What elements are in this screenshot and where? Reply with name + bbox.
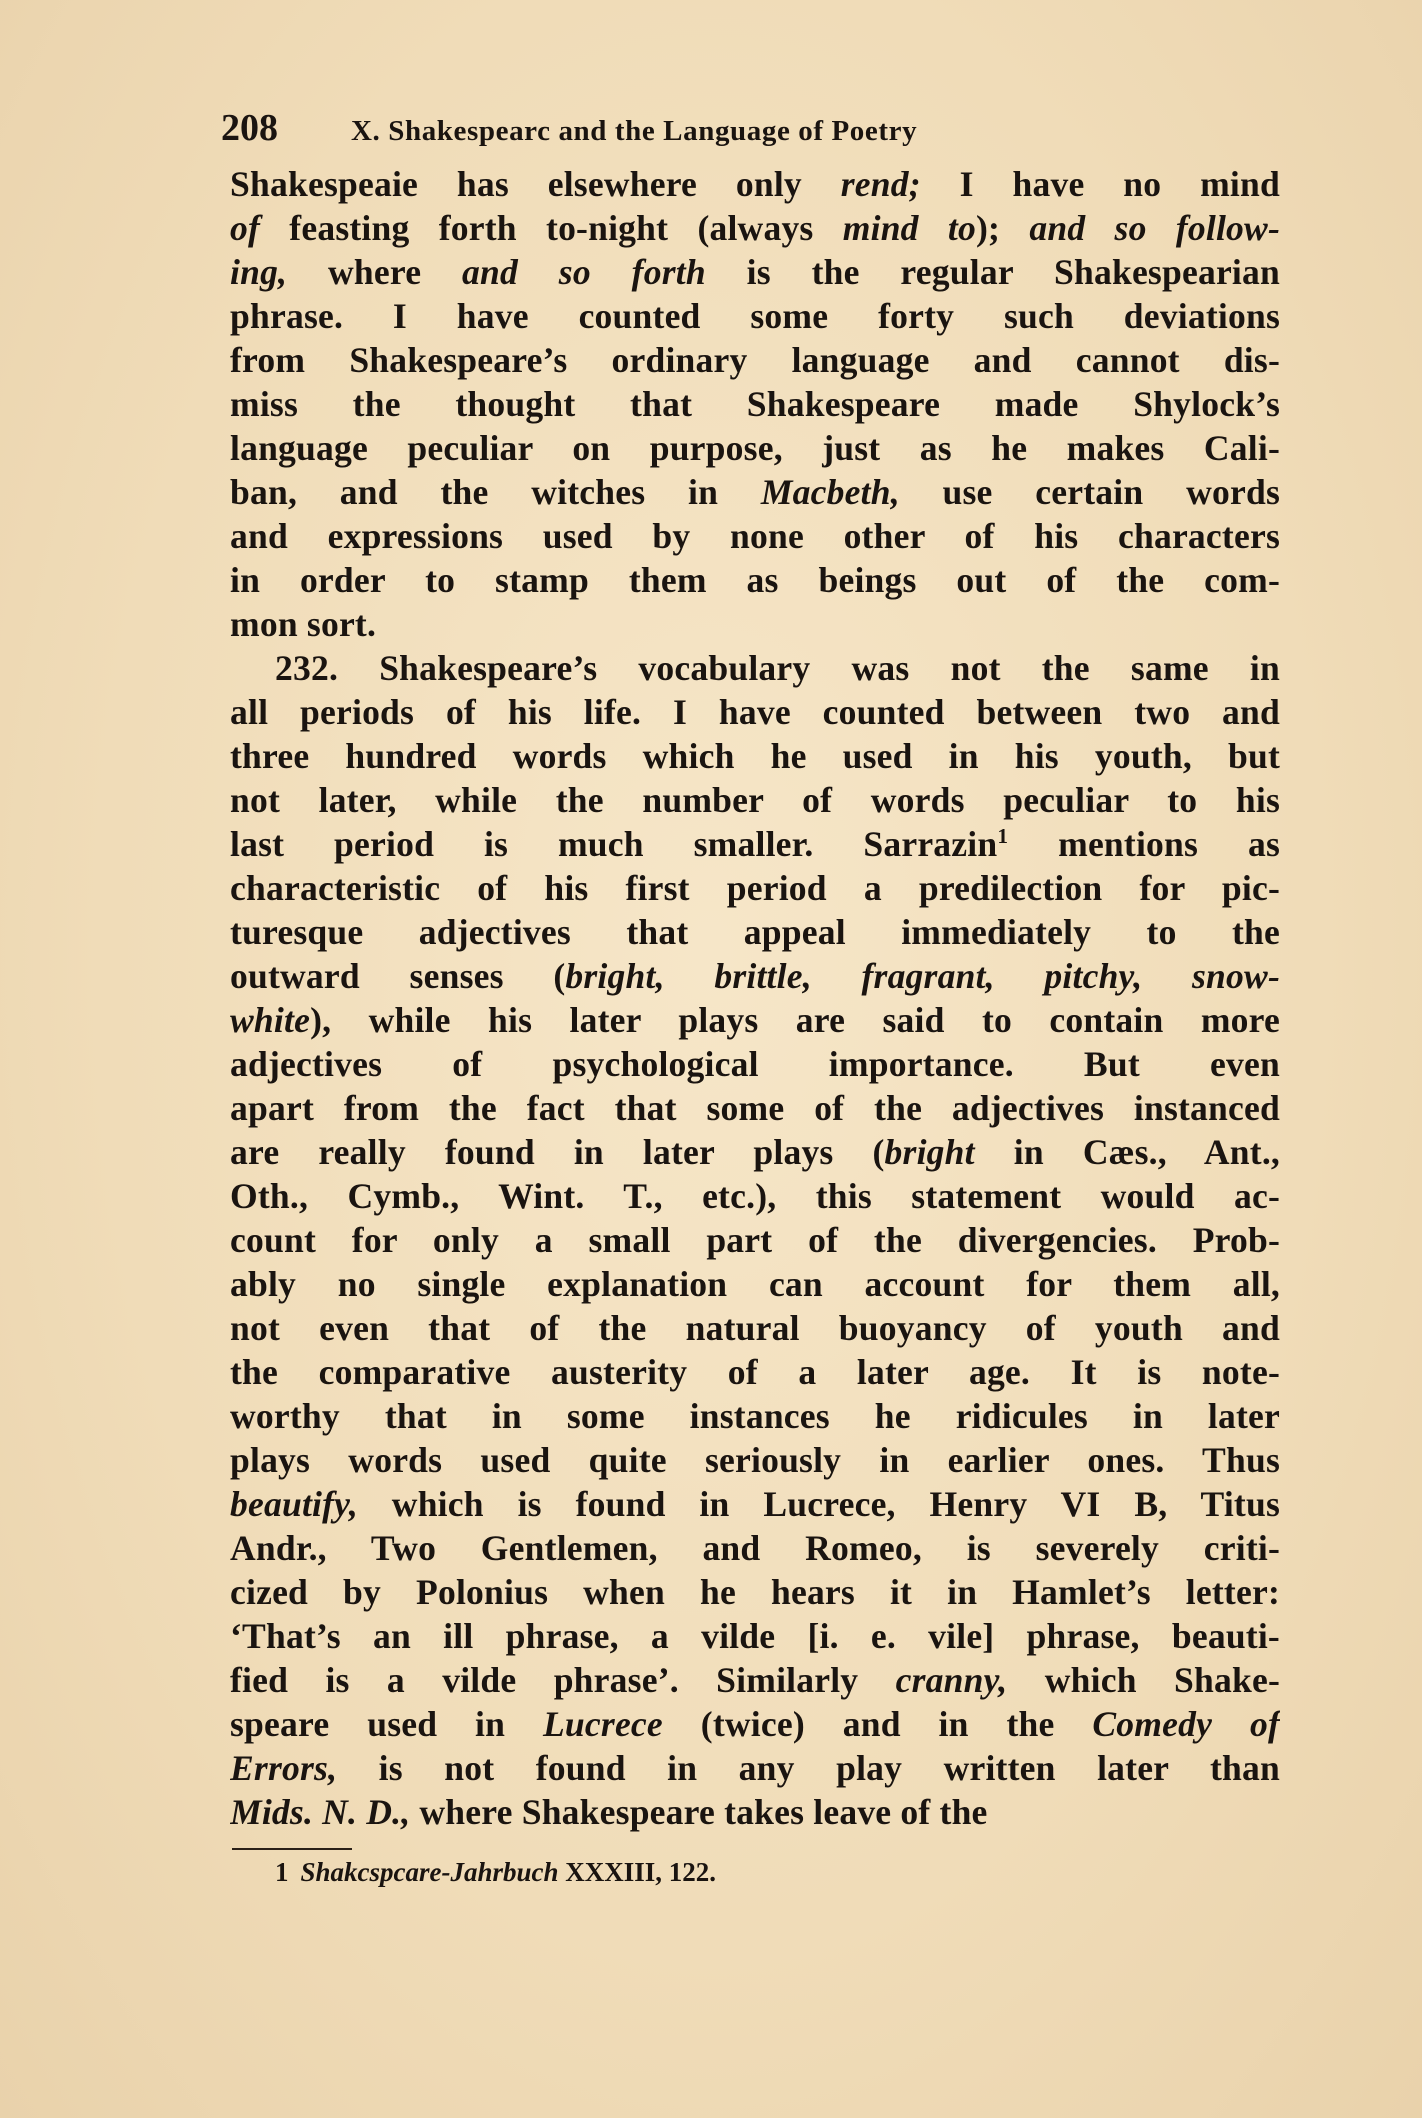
text-line: speare used in Lucrece (twice) and in the Comedy of: [230, 1704, 1280, 1744]
text-line: Shakespeaie has elsewhere only rend; I have no mind: [230, 164, 1280, 204]
text-line: the comparative austerity of a later age. It is note-: [230, 1352, 1280, 1392]
text-line: not even that of the natural buoyancy of youth and: [230, 1308, 1280, 1348]
footnote-source-title: Shakcspcare-Jahrbuch: [300, 1857, 559, 1887]
text-line: fied is a vilde phrase’. Similarly cranny, which Shake-: [230, 1660, 1280, 1700]
text-line: mon sort.: [230, 604, 377, 644]
footnote-reference: XXXIII, 122.: [565, 1857, 717, 1887]
page-header: [221, 106, 1281, 158]
text-line: last period is much smaller. Sarrazin$^1$ mentions as: [230, 824, 1280, 864]
text-line: Errors, is not found in any play written later than: [230, 1748, 1280, 1788]
footnote-number: 1: [275, 1857, 289, 1887]
text-line: apart from the fact that some of the adjectives instanced: [230, 1088, 1280, 1128]
text-line: and expressions used by none other of his characters: [230, 516, 1280, 556]
text-line: miss the thought that Shakespeare made Shylock’s: [230, 384, 1280, 424]
text-line: characteristic of his first period a predilection for pic-: [230, 868, 1280, 908]
text-line: from Shakespeare’s ordinary language and cannot dis-: [230, 340, 1280, 380]
running-head: X. Shakespearc and the Language of Poetry: [351, 115, 918, 147]
text-line: Andr., Two Gentlemen, and Romeo, is severely criti-: [230, 1528, 1280, 1568]
text-line: three hundred words which he used in his youth, but: [230, 736, 1280, 776]
text-line: cized by Polonius when he hears it in Hamlet’s letter:: [230, 1572, 1280, 1612]
page-number: 208: [221, 107, 278, 149]
body-text: [230, 162, 1280, 1834]
text-line: ban, and the witches in Macbeth, use certain words: [230, 472, 1280, 512]
text-line: adjectives of psychological importance. But even: [230, 1044, 1280, 1084]
text-line: in order to stamp them as beings out of the com-: [230, 560, 1280, 600]
footnote-rule: [232, 1848, 352, 1850]
text-line: of feasting forth to-night (always mind to); and so follow-: [230, 208, 1280, 248]
text-line: not later, while the number of words peculiar to his: [230, 780, 1280, 820]
text-line: language peculiar on purpose, just as he makes Cali-: [230, 428, 1280, 468]
text-line: plays words used quite seriously in earlier ones. Thus: [230, 1440, 1280, 1480]
text-line: turesque adjectives that appeal immediately to the: [230, 912, 1280, 952]
text-line: all periods of his life. I have counted between two and: [230, 692, 1280, 732]
text-line: ing, where and so forth is the regular Shakespearian: [230, 252, 1280, 292]
text-line: beautify, which is found in Lucrece, Henry VI B, Titus: [230, 1484, 1280, 1524]
text-line: are really found in later plays (bright in Cæs., Ant.,: [230, 1132, 1280, 1172]
text-line: worthy that in some instances he ridicules in later: [230, 1396, 1280, 1436]
text-line: 232. Shakespeare’s vocabulary was not the same in: [275, 648, 1280, 688]
text-line: white), while his later plays are said to contain more: [230, 1000, 1280, 1040]
text-line: outward senses (bright, brittle, fragrant, pitchy, snow-: [230, 956, 1280, 996]
text-line: phrase. I have counted some forty such deviations: [230, 296, 1280, 336]
text-line: Mids. N. D., where Shakespeare takes leave of the: [230, 1792, 988, 1832]
text-line: ably no single explanation can account for them all,: [230, 1264, 1280, 1304]
footnote: [275, 1854, 1175, 1890]
text-line: count for only a small part of the divergencies. Prob-: [230, 1220, 1280, 1260]
text-line: ‘That’s an ill phrase, a vilde [i. e. vile] phrase, beauti-: [230, 1616, 1280, 1656]
text-line: Oth., Cymb., Wint. T., etc.), this statement would ac-: [230, 1176, 1280, 1216]
